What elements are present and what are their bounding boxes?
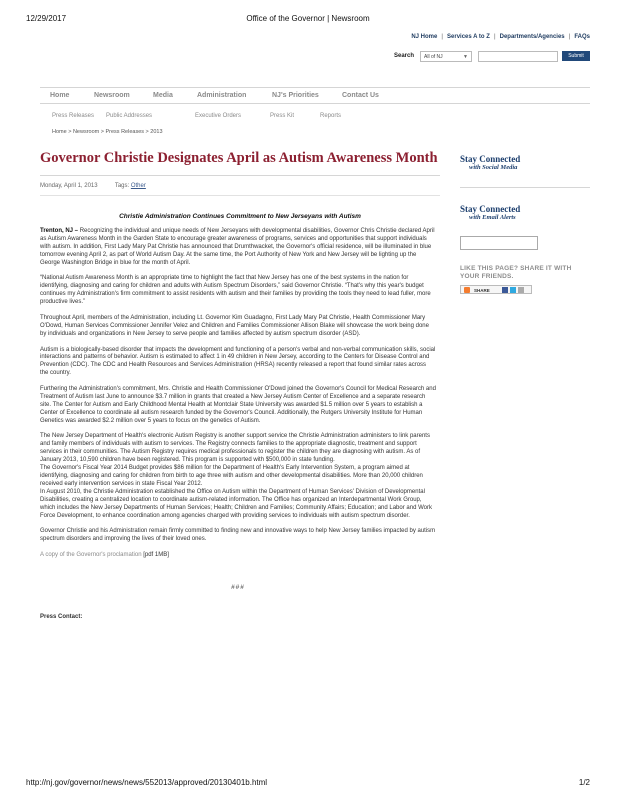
- paragraph: The New Jersey Department of Health's electronic Autism Registry is another support service the Christie Administration administers to link parents and family members of individuals with autism to services. The Registry connects families to the appropriate diagnostic, treatment and support services in their communities. The Autism Registry requires medical professionals to register the children they are diagnosing with autism. As of January 2013, 10,590 children have been registered. This program is supported with $500,000 in state funding.: [40, 433, 430, 464]
- share-label: SHARE: [474, 287, 490, 293]
- nav-media[interactable]: Media: [153, 92, 173, 99]
- util-separator: |: [441, 34, 444, 40]
- sub-nav: [40, 113, 590, 123]
- email-icon[interactable]: [518, 287, 524, 293]
- share-prompt: LIKE THIS PAGE? SHARE IT WITH YOUR FRIENDS.: [460, 265, 572, 280]
- main-nav: [40, 87, 590, 104]
- article-meta: [40, 183, 146, 189]
- search-submit-button[interactable]: Submit: [562, 51, 590, 61]
- paragraph: “National Autism Awareness Month is an appropriate time to highlight the fact that New Jersey has one of the best systems in the nation for identifying, diagnosing and caring for children and adults with Autism Spectrum Disorders,” said Governor Christie. “That's why this year's budget continues my Administration's firm commitment to assist residents with autism and their families by providing the tools they need to lead fuller, more productive lives.”: [40, 275, 431, 306]
- nav-home[interactable]: Home: [50, 92, 70, 99]
- divider: [40, 195, 440, 196]
- email-subheading[interactable]: with Email Alerts: [469, 214, 516, 221]
- proclamation-file-info: [pdf 1MB]: [141, 552, 169, 559]
- proclamation-link[interactable]: A copy of the Governor's proclamation: [40, 552, 142, 559]
- end-mark: ###: [231, 583, 245, 591]
- nav-contact-us[interactable]: Contact Us: [342, 92, 379, 99]
- proclamation-line: [40, 552, 436, 560]
- press-contact-label: Press Contact:: [40, 613, 83, 620]
- paragraph: In August 2010, the Christie Administration established the Office on Autism within the Department of Human Services' Division of Developmental Disabilities, creating a centralized location to coordinate autism-related information. The Office has organized an Interdepartmental Work Group, which includes the New Jersey Departments of Human Services; Health; Children and Families; Community Affairs; Education; and Labor and Work Force Development, to enhance coordination among agencies charged with providing services to individuals with autism spectrum disorder.: [40, 488, 432, 519]
- paragraph-text: Recognizing the individual and unique needs of New Jerseyans with developmental disabilities, Governor Chris Christie declared April as Autism Awareness Month in the Garden State to encourage greater awareness of programs, services and opportunities that support individuals with autism. In addition, First Lady Mary Pat Christie has announced that Drumthwacket, the Governor's official residence, will be illuminated in blue tomorrow evening April 2, as part of World Autism Day. At the same time, the Port Authority of New York and New Jersey will be lighting up the George Washington Bridge in blue for the month of April.: [40, 228, 435, 266]
- subnav-reports[interactable]: Reports: [320, 113, 342, 119]
- subnav-executive-orders[interactable]: Executive Orders: [195, 113, 242, 119]
- paragraph: Furthering the Administration's commitment, Mrs. Christie and Health Commissioner O'Dowd joined the Governor's Council for Medical Research and Treatment of Autism last June to announce $3.7 million in grants that created a New Jersey Autism Center of Excellence and a separate research site. The Center for Autism and Early Childhood Mental Health at Montclair State University was awarded $1.5 million over 5 years to establish a Center of Excellence to coordinate all autism research funded by the Governor's Council. Additionally, the Rutgers University Institute for Human Genetics was awarded $2.2 million over 5 years to focus on the genetics of Autism.: [40, 386, 436, 424]
- nav-administration[interactable]: Administration: [197, 92, 247, 99]
- facebook-icon[interactable]: [502, 287, 508, 293]
- util-link-faqs[interactable]: FAQs: [574, 34, 590, 40]
- search-scope-value: All of NJ: [424, 54, 443, 60]
- tag-link[interactable]: Other: [130, 183, 146, 189]
- page-title: Governor Christie Designates April as Autism Awareness Month: [40, 150, 438, 166]
- article-body: [40, 228, 436, 622]
- print-footer: [26, 778, 590, 790]
- search-label: Search: [394, 53, 415, 59]
- article-date: Monday, April 1, 2013: [40, 183, 98, 189]
- article-subheadline: Christie Administration Continues Commitment to New Jerseyans with Autism: [119, 213, 361, 220]
- print-page-title: Office of the Governor | Newsroom: [246, 14, 370, 23]
- sidebar: [460, 154, 592, 294]
- util-separator: |: [493, 34, 496, 40]
- utility-nav: [411, 34, 590, 40]
- print-date: 12/29/2017: [26, 14, 67, 23]
- social-subheading[interactable]: with Social Media: [469, 164, 518, 171]
- twitter-icon[interactable]: [510, 287, 516, 293]
- paragraph: Governor Christie and his Administration remain firmly committed to finding new and innovative ways to help New Jersey families impacted by autism spectrum disorders and improving the lives of their loved ones.: [40, 528, 436, 543]
- email-heading: Stay Connected: [460, 204, 521, 214]
- subnav-press-kit[interactable]: Press Kit: [270, 113, 295, 119]
- page-number: 1/2: [578, 778, 590, 787]
- share-icon: [464, 287, 470, 293]
- util-separator: |: [568, 34, 571, 40]
- dateline: Trenton, NJ –: [40, 228, 79, 234]
- social-heading: Stay Connected: [460, 154, 521, 164]
- email-alerts-input[interactable]: [460, 236, 538, 250]
- util-link-nj-home[interactable]: NJ Home: [411, 34, 438, 40]
- subnav-press-releases[interactable]: Press Releases: [52, 113, 95, 119]
- search-scope-select[interactable]: [420, 51, 472, 62]
- share-button[interactable]: [460, 285, 532, 294]
- util-link-services[interactable]: Services A to Z: [447, 34, 490, 40]
- paragraph: Autism is a biologically-based disorder that impacts the development and functioning of a person's verbal and non-verbal communication skills, social interactions and patterns of behavior. Autism is estimated to affect 1 in 49 children in New Jersey, according to the Centers for Disease Control and Prevention (CDC). The CDC and Health Resources and Services Administration (HRSA) recently released a report that found similar rates across the country.: [40, 346, 436, 377]
- nav-newsroom[interactable]: Newsroom: [94, 92, 130, 99]
- divider: [460, 187, 590, 188]
- chevron-down-icon: ▼: [463, 54, 468, 60]
- breadcrumb[interactable]: Home > Newsroom > Press Releases > 2013: [52, 129, 163, 135]
- paragraph: Throughout April, members of the Administration, including Lt. Governor Kim Guadagno, First Lady Mary Pat Christie, Health Commissioner Mary O'Dowd, Human Services Commissioner Jennifer Velez and Children and Families Commissioner Allison Blake will showcase the work being done by individuals and organizations in New Jersey to serve people and families affected by autism spectrum disorder (ASD).: [40, 314, 429, 337]
- search-bar: [394, 51, 592, 63]
- paragraph: The Governor's Fiscal Year 2014 Budget provides $86 million for the Department of Health's Early Intervention System, a program aimed at identifying, diagnosing and caring for children from birth to age three with autism and other developmental disabilities. More than 20,000 children received early intervention services in state Fiscal Year 2012.: [40, 465, 423, 487]
- page-url: http://nj.gov/governor/news/news/552013/approved/20130401b.html: [26, 778, 268, 787]
- paragraph: [40, 228, 436, 268]
- divider: [40, 175, 440, 176]
- print-header: [26, 14, 590, 26]
- util-link-departments[interactable]: Departments/Agencies: [499, 34, 565, 40]
- search-input[interactable]: [478, 51, 558, 62]
- subnav-public-addresses[interactable]: Public Addresses: [106, 113, 153, 119]
- nav-priorities[interactable]: NJ's Priorities: [272, 92, 319, 99]
- tags-label: Tags:: [114, 183, 130, 189]
